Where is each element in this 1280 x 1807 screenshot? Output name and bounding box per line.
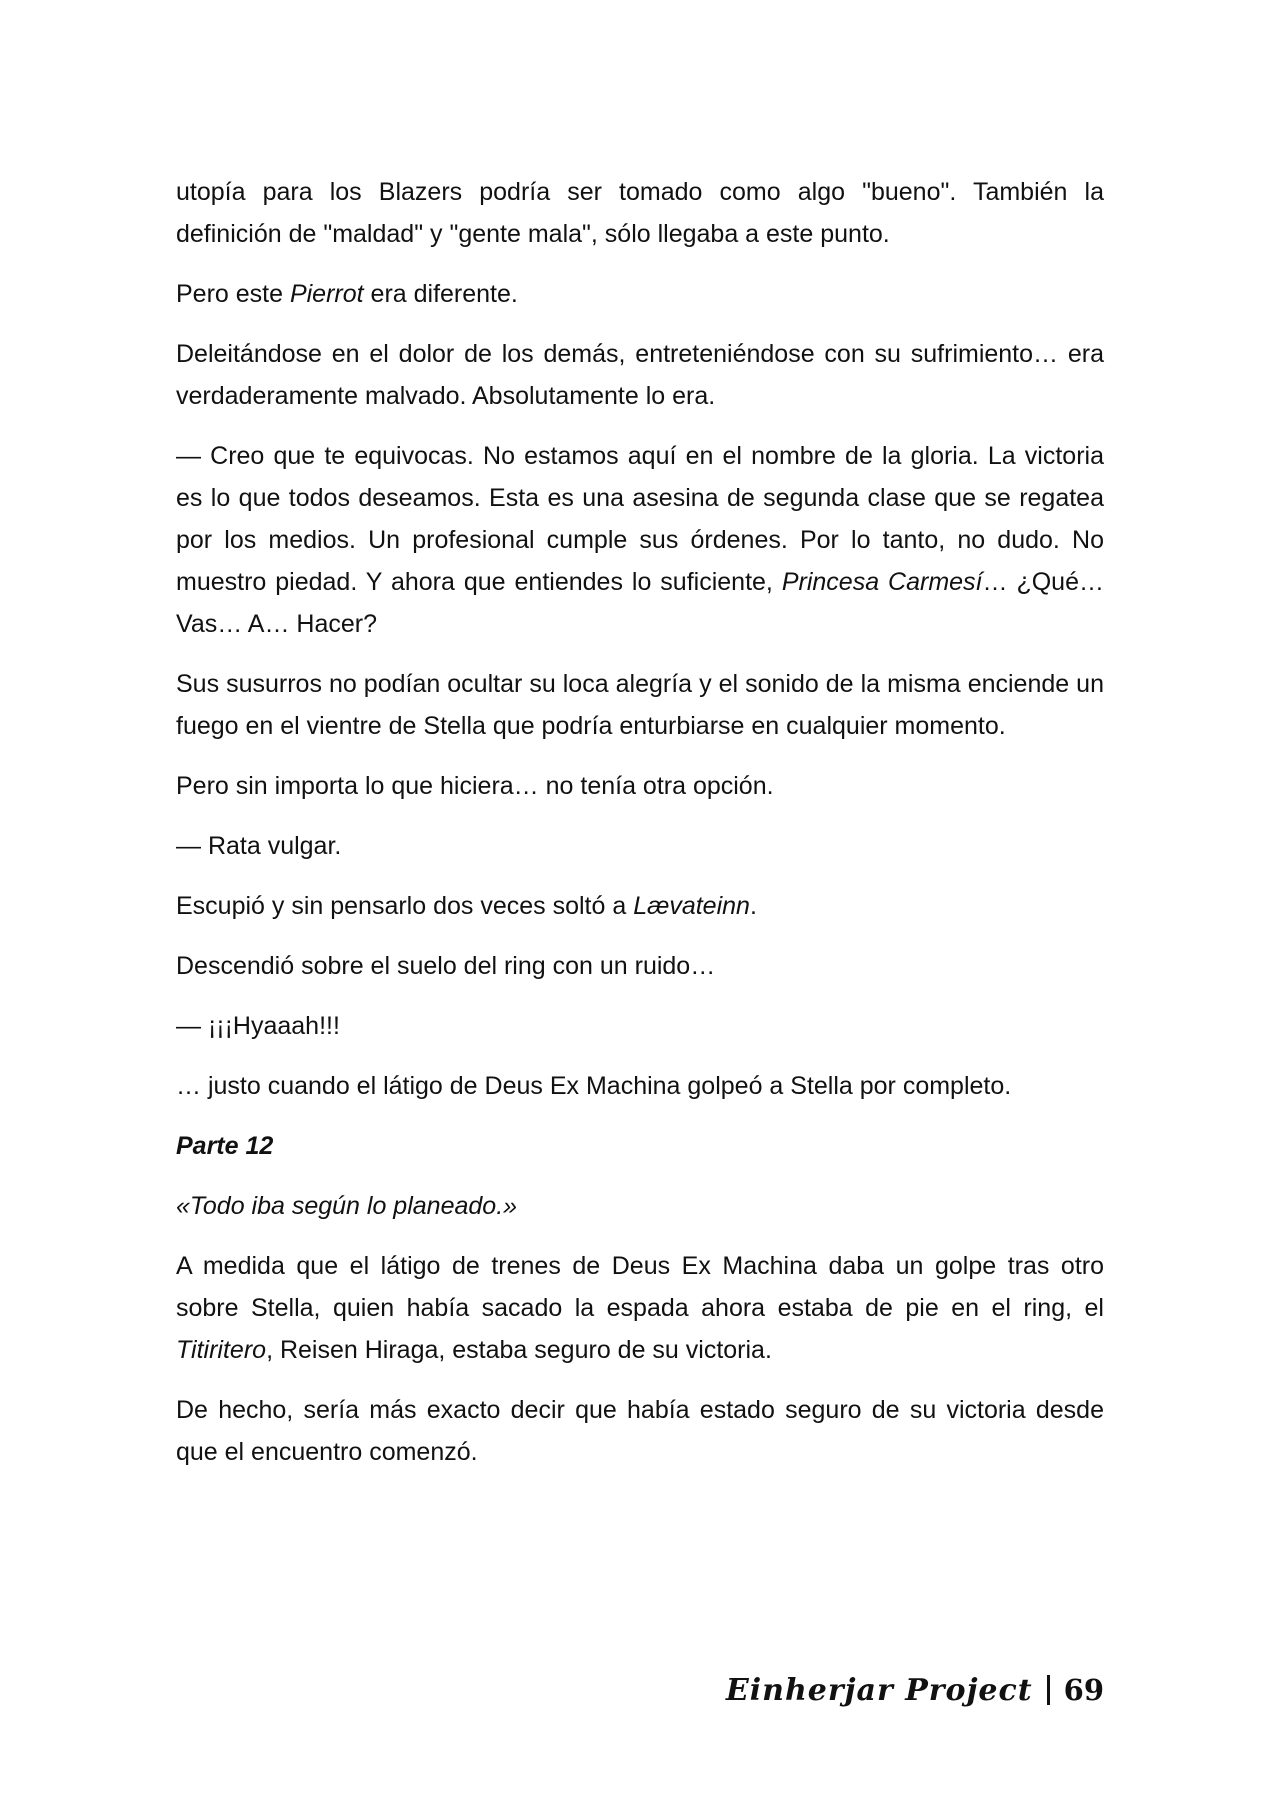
- paragraph-9: Descendió sobre el suelo del ring con un ruido…: [176, 952, 716, 980]
- paragraph-4-pre: — Creo que te equivocas. No estamos aquí en el nombre de la gloria. La victoria es lo que todos deseamos. Esta es una asesina de segunda clase que se regatea por los medios. Un profesional cumple sus órdenes. Por lo tanto, no dudo. No muestro piedad. Y ahora que entiendes lo suficiente,: [176, 442, 1104, 596]
- page-footer: [726, 1668, 1104, 1712]
- paragraph-2-pre: Pero este: [176, 280, 290, 308]
- paragraph-2-post: era diferente.: [363, 280, 518, 308]
- paragraph-8: [176, 885, 1104, 927]
- section-heading: Parte 12: [176, 1132, 274, 1160]
- paragraph-1: utopía para los Blazers podría ser tomado como algo "bueno". También la definición de "maldad" y "gente mala", sólo llegaba a este punto.: [176, 178, 1104, 248]
- footer-separator: [1047, 1675, 1050, 1705]
- paragraph-10: — ¡¡¡Hyaaah!!!: [176, 1012, 340, 1040]
- paragraph-4-italic: Princesa Carmesí: [781, 568, 983, 596]
- paragraph-8-post: .: [749, 892, 757, 920]
- paragraph-12: [176, 1245, 1104, 1371]
- paragraph-8-italic: Lævateinn: [633, 892, 750, 920]
- paragraph-3: Deleitándose en el dolor de los demás, entreteniéndose con su sufrimiento… era verdaderamente malvado. Absolutamente lo era.: [176, 340, 1104, 410]
- paragraph-5: Sus susurros no podían ocultar su loca alegría y el sonido de la misma enciende un fuego en el vientre de Stella que podría enturbiarse en cualquier momento.: [176, 670, 1104, 740]
- paragraph-13: De hecho, sería más exacto decir que había estado seguro de su victoria desde que el encuentro comenzó.: [176, 1396, 1104, 1466]
- paragraph-11: … justo cuando el látigo de Deus Ex Machina golpeó a Stella por completo.: [176, 1072, 1012, 1100]
- paragraph-12-italic: Titiritero: [176, 1336, 267, 1364]
- paragraph-4-post: … ¿Qué… Vas… A… Hacer?: [176, 568, 1104, 638]
- section-quote: «Todo iba según lo planeado.»: [176, 1192, 518, 1220]
- paragraph-6: Pero sin importa lo que hiciera… no tenía otra opción.: [176, 772, 774, 800]
- paragraph-12-pre: A medida que el látigo de trenes de Deus Ex Machina daba un golpe tras otro sobre Stella, quien había sacado la espada ahora estaba de pie en el ring, el: [176, 1252, 1104, 1322]
- paragraph-2-italic: Pierrot: [289, 280, 364, 308]
- footer-brand: Einherjar Project: [725, 1672, 1033, 1708]
- paragraph-2: [176, 273, 1104, 315]
- paragraph-12-post: , Reisen Hiraga, estaba seguro de su victoria.: [266, 1336, 772, 1364]
- page-number: 69: [1063, 1673, 1104, 1707]
- page-body: [176, 171, 1104, 1491]
- paragraph-8-pre: Escupió y sin pensarlo dos veces soltó a: [176, 892, 634, 920]
- paragraph-4: [176, 435, 1104, 645]
- paragraph-7: — Rata vulgar.: [176, 832, 342, 860]
